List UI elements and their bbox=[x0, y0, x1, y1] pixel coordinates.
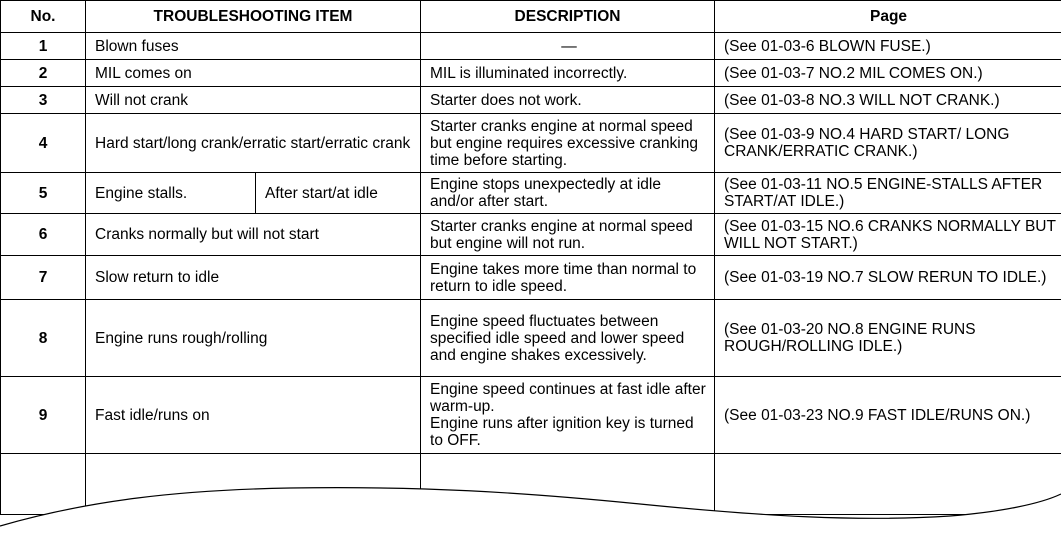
row-number: 1 bbox=[1, 33, 86, 60]
table-row bbox=[1, 173, 1061, 214]
row-number: 5 bbox=[1, 173, 86, 214]
troubleshooting-item: Fast idle/runs on bbox=[86, 377, 421, 454]
description-line: Engine speed continues at fast idle after warm-up. bbox=[430, 381, 706, 415]
row-number: 7 bbox=[1, 256, 86, 300]
row-number: 6 bbox=[1, 214, 86, 256]
page-reference: (See 01-03-7 NO.2 MIL COMES ON.) bbox=[715, 60, 1061, 87]
troubleshooting-item: Engine stalls. bbox=[86, 173, 256, 214]
table-row bbox=[1, 256, 1061, 300]
troubleshooting-item: Blown fuses bbox=[86, 33, 421, 60]
header-no: No. bbox=[1, 1, 86, 33]
row-number: 8 bbox=[1, 300, 86, 377]
table-row bbox=[1, 60, 1061, 87]
table-row bbox=[1, 87, 1061, 114]
page-reference: (See 01-03-23 NO.9 FAST IDLE/RUNS ON.) bbox=[715, 377, 1061, 454]
row-number: 9 bbox=[1, 377, 86, 454]
description: — bbox=[421, 33, 715, 60]
torn-page-edge bbox=[0, 470, 1061, 546]
description: Engine stops unexpectedly at idle and/or after start. bbox=[421, 173, 715, 214]
page-reference: (See 01-03-19 NO.7 SLOW RERUN TO IDLE.) bbox=[715, 256, 1061, 300]
description: Starter does not work. bbox=[421, 87, 715, 114]
row-number: 3 bbox=[1, 87, 86, 114]
troubleshooting-item: Engine runs rough/rolling bbox=[86, 300, 421, 377]
page-reference: (See 01-03-15 NO.6 CRANKS NORMALLY BUT WILL NOT START.) bbox=[715, 214, 1061, 256]
header-row bbox=[1, 1, 1061, 33]
description bbox=[421, 377, 715, 454]
page-reference: (See 01-03-9 NO.4 HARD START/ LONG CRANK/ERRATIC CRANK.) bbox=[715, 114, 1061, 173]
troubleshooting-item: Slow return to idle bbox=[86, 256, 421, 300]
troubleshooting-item: MIL comes on bbox=[86, 60, 421, 87]
description: Engine takes more time than normal to return to idle speed. bbox=[421, 256, 715, 300]
row-number: 4 bbox=[1, 114, 86, 173]
table-row bbox=[1, 114, 1061, 173]
page-reference: (See 01-03-11 NO.5 ENGINE-STALLS AFTER START/AT IDLE.) bbox=[715, 173, 1061, 214]
troubleshooting-item: Will not crank bbox=[86, 87, 421, 114]
table-row bbox=[1, 300, 1061, 377]
description: Starter cranks engine at normal speed but engine will not run. bbox=[421, 214, 715, 256]
row-number: 2 bbox=[1, 60, 86, 87]
troubleshooting-subitem: After start/at idle bbox=[256, 173, 421, 214]
page-reference: (See 01-03-20 NO.8 ENGINE RUNS ROUGH/ROLLING IDLE.) bbox=[715, 300, 1061, 377]
page-reference: (See 01-03-6 BLOWN FUSE.) bbox=[715, 33, 1061, 60]
header-page: Page bbox=[715, 1, 1061, 33]
header-item: TROUBLESHOOTING ITEM bbox=[86, 1, 421, 33]
description-line: Engine runs after ignition key is turned to OFF. bbox=[430, 415, 694, 449]
page-reference: (See 01-03-8 NO.3 WILL NOT CRANK.) bbox=[715, 87, 1061, 114]
table-row bbox=[1, 33, 1061, 60]
table-row bbox=[1, 214, 1061, 256]
header-description: DESCRIPTION bbox=[421, 1, 715, 33]
description: Engine speed fluctuates between specified idle speed and lower speed and engine shakes excessively. bbox=[421, 300, 715, 377]
troubleshooting-item: Hard start/long crank/erratic start/erratic crank bbox=[86, 114, 421, 173]
troubleshooting-item: Cranks normally but will not start bbox=[86, 214, 421, 256]
description: MIL is illuminated incorrectly. bbox=[421, 60, 715, 87]
description: Starter cranks engine at normal speed but engine requires excessive cranking time before starting. bbox=[421, 114, 715, 173]
table-row bbox=[1, 377, 1061, 454]
